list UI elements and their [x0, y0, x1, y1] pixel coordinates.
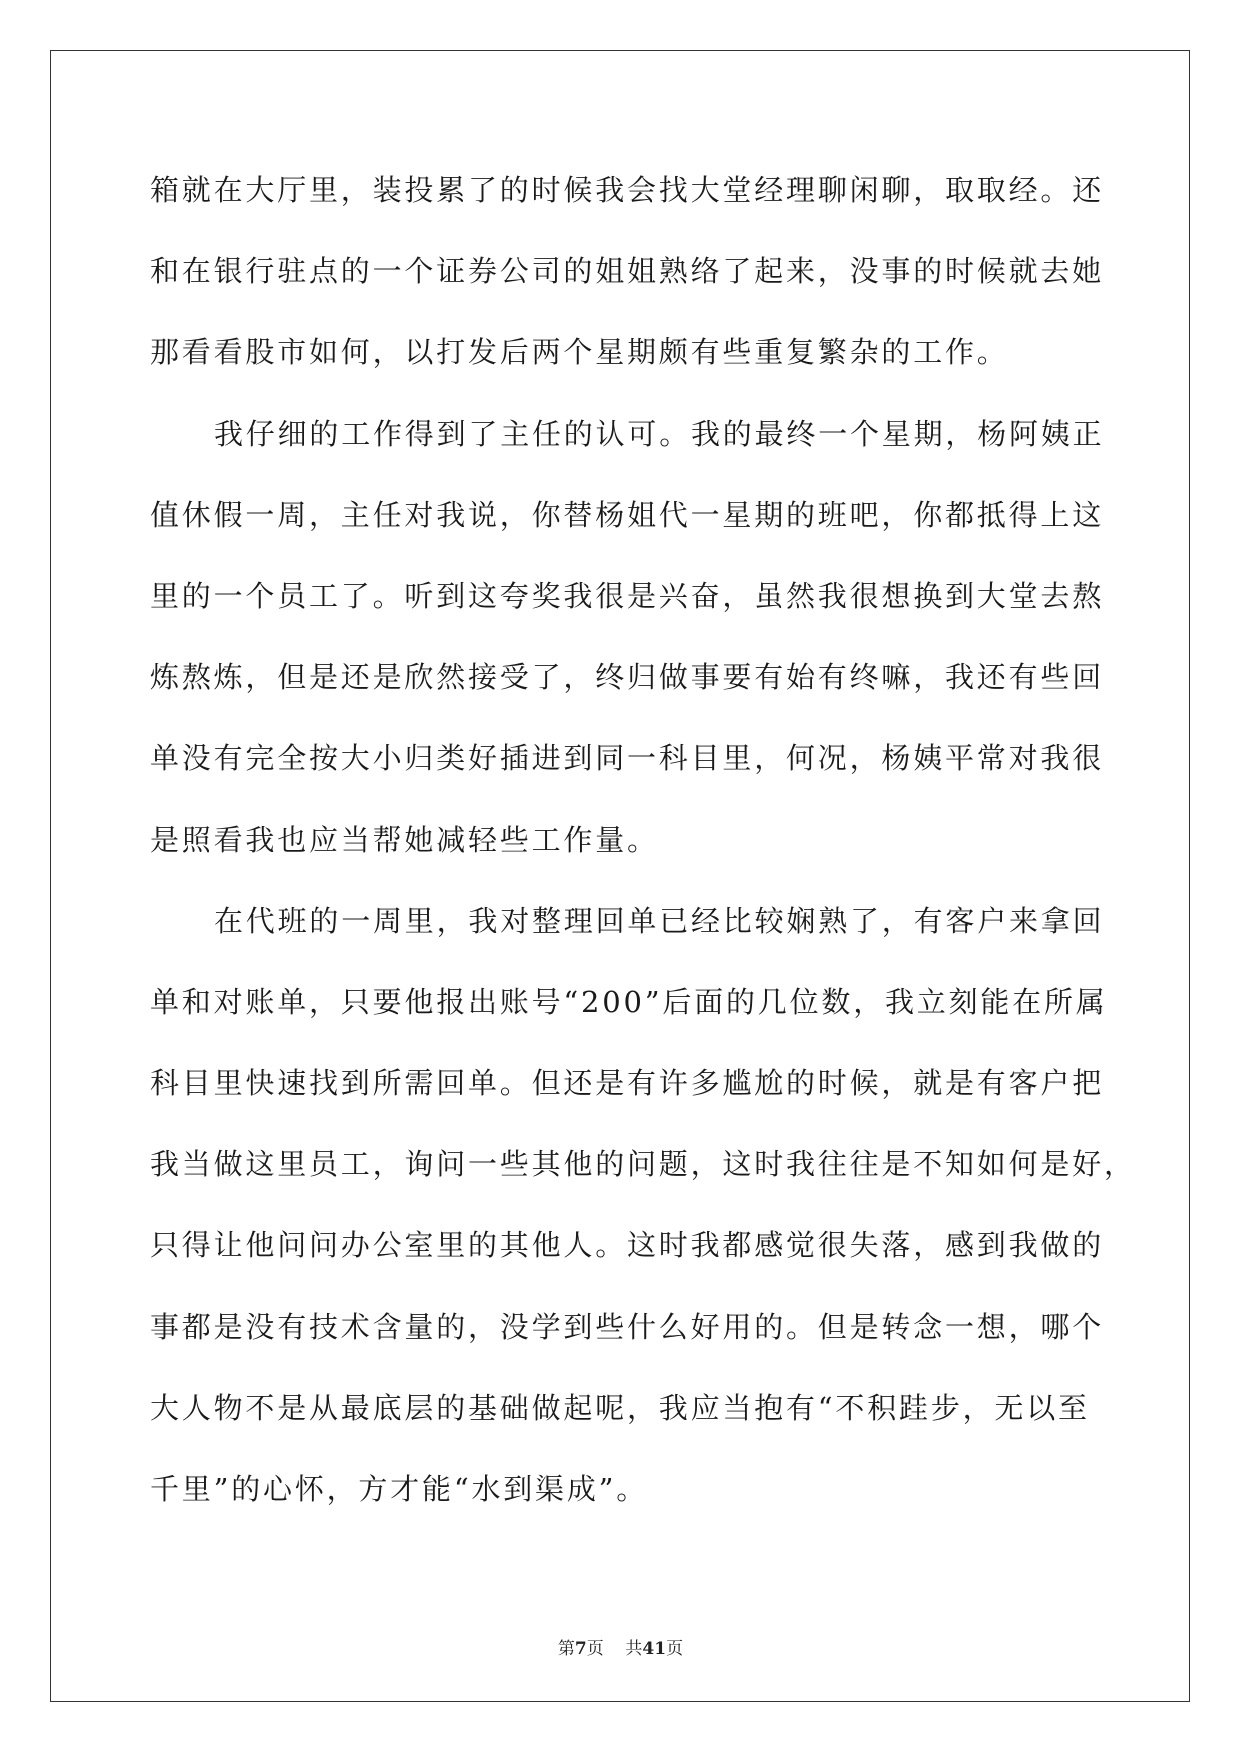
page-prefix: 第	[557, 1639, 575, 1659]
text-line: 在代班的一周里，我对整理回单已经比较娴熟了，有客户来拿回	[214, 903, 1105, 938]
text-line: 值休假一周，主任对我说，你替杨姐代一星期的班吧，你都抵得上这	[150, 497, 1105, 532]
page-suffix: 页	[586, 1639, 604, 1659]
paragraph-1	[150, 160, 1105, 404]
text-line: 里的一个员工了。听到这夸奖我很是兴奋，虽然我很想换到大堂去熬	[150, 578, 1105, 613]
page-footer	[0, 1634, 1241, 1659]
text-line: 我当做这里员工，询问一些其他的问题，这时我往往是不知如何是好，	[150, 1147, 1136, 1182]
total-prefix: 共	[625, 1639, 643, 1659]
text-line: 箱就在大厅里，装投累了的时候我会找大堂经理聊闲聊，取取经。还	[150, 173, 1105, 207]
total-pages: 41	[642, 1639, 667, 1659]
text-line: 只得让他问问办公室里的其他人。这时我都感觉很失落，感到我做的	[150, 1228, 1105, 1263]
text-line: 事都是没有技术含量的，没学到些什么好用的。但是转念一想，哪个	[150, 1309, 1105, 1344]
paragraph-2	[150, 404, 1105, 891]
text-line: 单没有完全按大小归类好插进到同一科目里，何况，杨姨平常对我很	[150, 741, 1105, 776]
page-number: 7	[574, 1639, 587, 1659]
text-line: 科目里快速找到所需回单。但还是有许多尴尬的时候，就是有客户把	[150, 1066, 1105, 1101]
text-line: 是照看我也应当帮她减轻些工作量。	[150, 822, 659, 857]
text-line: 我仔细的工作得到了主任的认可。我的最终一个星期，杨阿姨正	[214, 416, 1105, 451]
total-suffix: 页	[666, 1639, 684, 1659]
text-line: 那看看股市如何，以打发后两个星期颇有些重复繁杂的工作。	[150, 335, 1009, 370]
text-line: 和在银行驻点的一个证券公司的姐姐熟络了起来，没事的时候就去她	[150, 254, 1105, 289]
text-line: 大人物不是从最底层的基础做起呢，我应当抱有“不积跬步，无以至	[150, 1390, 1090, 1425]
text-line: 千里”的心怀，方才能“水到渠成”。	[150, 1472, 649, 1506]
text-line: 单和对账单，只要他报出账号“200”后面的几位数，我立刻能在所属	[150, 984, 1108, 1019]
document-body	[150, 160, 1136, 1540]
paragraph-3	[150, 891, 1136, 1541]
text-line: 炼熬炼，但是还是欣然接受了，终归做事要有始有终嘛，我还有些回	[150, 660, 1105, 695]
